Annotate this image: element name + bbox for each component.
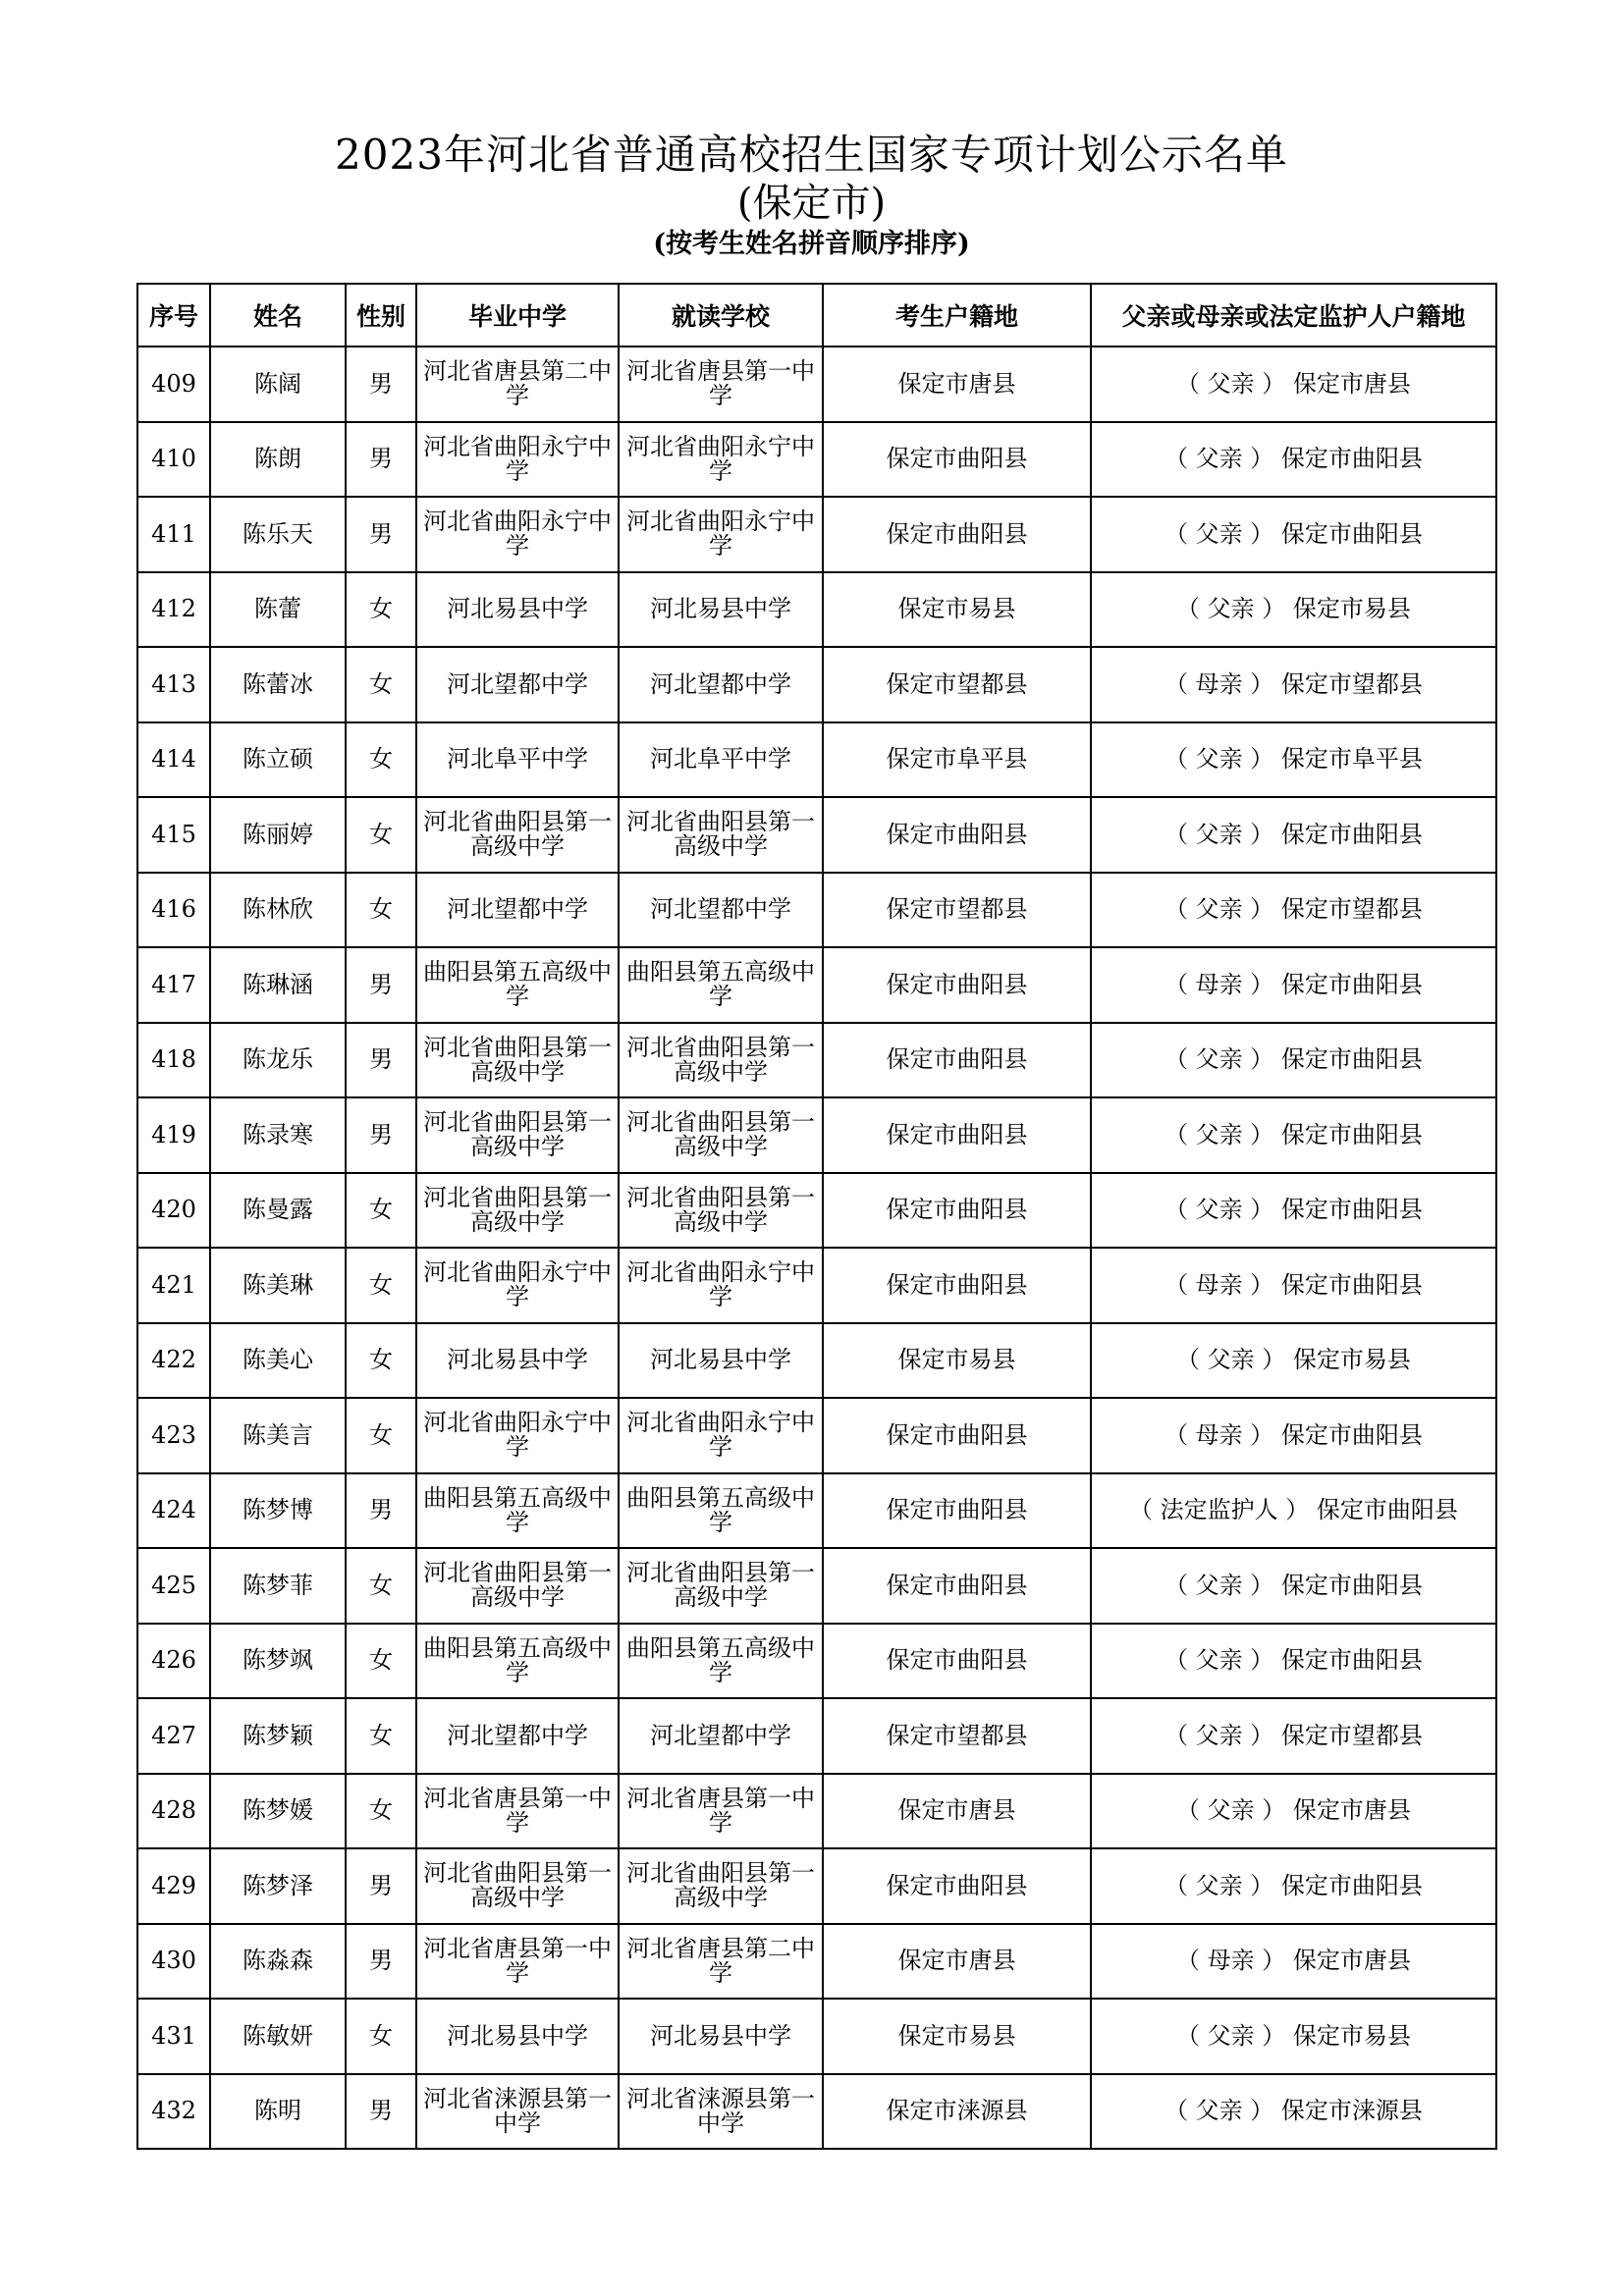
cell-guardian-household: （ 母亲 ） 保定市曲阳县 (1091, 1248, 1496, 1323)
cell-current-school: 河北省曲阳县第一高级中学 (619, 1173, 823, 1249)
cell-household: 保定市唐县 (823, 1924, 1091, 2000)
cell-name: 陈梦泽 (210, 1848, 346, 1924)
cell-guardian-household: （ 父亲 ） 保定市涞源县 (1091, 2074, 1496, 2150)
cell-grad-school: 河北省曲阳县第一高级中学 (416, 1097, 619, 1173)
cell-grad-school: 河北省曲阳永宁中学 (416, 422, 619, 498)
cell-no: 428 (137, 1774, 210, 1849)
cell-household: 保定市曲阳县 (823, 1097, 1091, 1173)
cell-guardian-household: （ 父亲 ） 保定市曲阳县 (1091, 1624, 1496, 1699)
cell-name: 陈阔 (210, 347, 346, 422)
cell-name: 陈录寒 (210, 1097, 346, 1173)
cell-gender: 女 (346, 1698, 416, 1774)
cell-no: 426 (137, 1624, 210, 1699)
cell-grad-school: 河北省曲阳县第一高级中学 (416, 1548, 619, 1624)
cell-current-school: 河北省曲阳县第一高级中学 (619, 1848, 823, 1924)
cell-household: 保定市曲阳县 (823, 1023, 1091, 1098)
cell-grad-school: 河北省涞源县第一中学 (416, 2074, 619, 2150)
cell-current-school: 河北阜平中学 (619, 722, 823, 798)
cell-grad-school: 曲阳县第五高级中学 (416, 947, 619, 1023)
cell-current-school: 河北省曲阳县第一高级中学 (619, 1097, 823, 1173)
cell-current-school: 曲阳县第五高级中学 (619, 947, 823, 1023)
cell-no: 429 (137, 1848, 210, 1924)
sort-note: (按考生姓名拼音顺序排序) (653, 229, 970, 259)
cell-no: 410 (137, 422, 210, 498)
cell-guardian-household: （ 父亲 ） 保定市曲阳县 (1091, 797, 1496, 873)
cell-current-school: 河北省唐县第一中学 (619, 347, 823, 422)
cell-current-school: 河北省曲阳县第一高级中学 (619, 1023, 823, 1098)
cell-no: 415 (137, 797, 210, 873)
cell-household: 保定市唐县 (823, 1774, 1091, 1849)
cell-household: 保定市曲阳县 (823, 497, 1091, 572)
table-row (137, 1473, 1496, 1549)
cell-household: 保定市阜平县 (823, 722, 1091, 798)
cell-gender: 女 (346, 1248, 416, 1323)
cell-household: 保定市曲阳县 (823, 797, 1091, 873)
table-row (137, 722, 1496, 798)
cell-name: 陈美言 (210, 1398, 346, 1473)
table-row (137, 2074, 1496, 2150)
cell-household: 保定市易县 (823, 1999, 1091, 2074)
cell-grad-school: 河北省唐县第二中学 (416, 347, 619, 422)
cell-guardian-household: （ 母亲 ） 保定市曲阳县 (1091, 1398, 1496, 1473)
cell-no: 431 (137, 1999, 210, 2074)
cell-gender: 女 (346, 1398, 416, 1473)
cell-grad-school: 河北易县中学 (416, 1323, 619, 1399)
cell-guardian-household: （ 父亲 ） 保定市阜平县 (1091, 722, 1496, 798)
cell-gender: 男 (346, 497, 416, 572)
cell-name: 陈蕾 (210, 572, 346, 648)
cell-grad-school: 河北望都中学 (416, 647, 619, 722)
cell-name: 陈琳涵 (210, 947, 346, 1023)
table-row (137, 1248, 1496, 1323)
cell-gender: 女 (346, 1999, 416, 2074)
cell-household: 保定市曲阳县 (823, 1248, 1091, 1323)
cell-name: 陈梦媛 (210, 1774, 346, 1849)
table-row (137, 1398, 1496, 1473)
cell-household: 保定市曲阳县 (823, 1548, 1091, 1624)
cell-guardian-household: （ 父亲 ） 保定市曲阳县 (1091, 1023, 1496, 1098)
cell-no: 409 (137, 347, 210, 422)
cell-gender: 男 (346, 1924, 416, 2000)
cell-gender: 男 (346, 947, 416, 1023)
cell-guardian-household: （ 父亲 ） 保定市望都县 (1091, 1698, 1496, 1774)
cell-current-school: 河北望都中学 (619, 873, 823, 948)
table-row (137, 497, 1496, 572)
cell-household: 保定市望都县 (823, 873, 1091, 948)
cell-gender: 女 (346, 1548, 416, 1624)
table-row (137, 1774, 1496, 1849)
cell-current-school: 河北望都中学 (619, 647, 823, 722)
cell-grad-school: 河北省曲阳县第一高级中学 (416, 1023, 619, 1098)
cell-current-school: 曲阳县第五高级中学 (619, 1624, 823, 1699)
cell-name: 陈龙乐 (210, 1023, 346, 1098)
cell-no: 421 (137, 1248, 210, 1323)
cell-guardian-household: （ 母亲 ） 保定市唐县 (1091, 1924, 1496, 2000)
cell-name: 陈曼露 (210, 1173, 346, 1249)
cell-grad-school: 河北省唐县第一中学 (416, 1774, 619, 1849)
cell-household: 保定市唐县 (823, 347, 1091, 422)
cell-gender: 男 (346, 2074, 416, 2150)
document-subtitle: (保定市) (736, 181, 887, 226)
cell-household: 保定市易县 (823, 572, 1091, 648)
cell-guardian-household: （ 父亲 ） 保定市曲阳县 (1091, 1548, 1496, 1624)
cell-current-school: 河北省曲阳永宁中学 (619, 1248, 823, 1323)
cell-name: 陈梦博 (210, 1473, 346, 1549)
cell-no: 413 (137, 647, 210, 722)
cell-no: 419 (137, 1097, 210, 1173)
cell-household: 保定市涞源县 (823, 2074, 1091, 2150)
cell-guardian-household: （ 父亲 ） 保定市望都县 (1091, 873, 1496, 948)
cell-grad-school: 河北省唐县第一中学 (416, 1924, 619, 2000)
table-row (137, 1624, 1496, 1699)
cell-guardian-household: （ 母亲 ） 保定市望都县 (1091, 647, 1496, 722)
cell-name: 陈林欣 (210, 873, 346, 948)
cell-household: 保定市曲阳县 (823, 422, 1091, 498)
cell-no: 416 (137, 873, 210, 948)
cell-name: 陈美琳 (210, 1248, 346, 1323)
cell-gender: 男 (346, 1848, 416, 1924)
cell-current-school: 河北省唐县第二中学 (619, 1924, 823, 2000)
cell-gender: 女 (346, 1624, 416, 1699)
cell-name: 陈朗 (210, 422, 346, 498)
cell-gender: 女 (346, 797, 416, 873)
cell-no: 418 (137, 1023, 210, 1098)
table-row (137, 572, 1496, 648)
cell-gender: 女 (346, 722, 416, 798)
cell-grad-school: 河北省曲阳县第一高级中学 (416, 1848, 619, 1924)
cell-no: 427 (137, 1698, 210, 1774)
cell-guardian-household: （ 父亲 ） 保定市曲阳县 (1091, 1173, 1496, 1249)
header-name: 姓名 (210, 284, 346, 347)
cell-gender: 男 (346, 1023, 416, 1098)
cell-name: 陈乐天 (210, 497, 346, 572)
cell-current-school: 河北易县中学 (619, 1999, 823, 2074)
cell-no: 423 (137, 1398, 210, 1473)
cell-gender: 女 (346, 873, 416, 948)
cell-grad-school: 曲阳县第五高级中学 (416, 1473, 619, 1549)
cell-guardian-household: （ 父亲 ） 保定市唐县 (1091, 1774, 1496, 1849)
cell-household: 保定市曲阳县 (823, 1624, 1091, 1699)
cell-current-school: 曲阳县第五高级中学 (619, 1473, 823, 1549)
cell-name: 陈美心 (210, 1323, 346, 1399)
cell-name: 陈梦菲 (210, 1548, 346, 1624)
cell-name: 陈明 (210, 2074, 346, 2150)
table-row (137, 1698, 1496, 1774)
cell-no: 417 (137, 947, 210, 1023)
cell-no: 420 (137, 1173, 210, 1249)
cell-current-school: 河北省曲阳县第一高级中学 (619, 1548, 823, 1624)
cell-household: 保定市曲阳县 (823, 1398, 1091, 1473)
header-gender: 性别 (346, 284, 416, 347)
table-row (137, 647, 1496, 722)
cell-current-school: 河北望都中学 (619, 1698, 823, 1774)
table-row (137, 873, 1496, 948)
header-current-school: 就读学校 (619, 284, 823, 347)
cell-guardian-household: （ 父亲 ） 保定市易县 (1091, 1323, 1496, 1399)
header-household: 考生户籍地 (823, 284, 1091, 347)
cell-gender: 女 (346, 1173, 416, 1249)
cell-gender: 女 (346, 572, 416, 648)
cell-no: 430 (137, 1924, 210, 2000)
cell-household: 保定市易县 (823, 1323, 1091, 1399)
cell-name: 陈丽婷 (210, 797, 346, 873)
cell-no: 412 (137, 572, 210, 648)
cell-guardian-household: （ 父亲 ） 保定市曲阳县 (1091, 1848, 1496, 1924)
cell-name: 陈敏妍 (210, 1999, 346, 2074)
cell-guardian-household: （ 父亲 ） 保定市曲阳县 (1091, 497, 1496, 572)
cell-current-school: 河北省唐县第一中学 (619, 1774, 823, 1849)
cell-grad-school: 河北望都中学 (416, 1698, 619, 1774)
table-row (137, 1924, 1496, 2000)
cell-no: 411 (137, 497, 210, 572)
header-grad-school: 毕业中学 (416, 284, 619, 347)
cell-no: 425 (137, 1548, 210, 1624)
document-title: 2023年河北省普通高校招生国家专项计划公示名单 (335, 131, 1288, 179)
cell-name: 陈梦飒 (210, 1624, 346, 1699)
cell-household: 保定市曲阳县 (823, 1173, 1091, 1249)
cell-name: 陈淼森 (210, 1924, 346, 2000)
cell-grad-school: 河北望都中学 (416, 873, 619, 948)
cell-grad-school: 河北易县中学 (416, 1999, 619, 2074)
cell-guardian-household: （ 父亲 ） 保定市唐县 (1091, 347, 1496, 422)
table-row (137, 1848, 1496, 1924)
cell-grad-school: 河北省曲阳县第一高级中学 (416, 1173, 619, 1249)
table-row (137, 797, 1496, 873)
cell-no: 424 (137, 1473, 210, 1549)
roster-table (136, 283, 1497, 2150)
cell-gender: 女 (346, 1774, 416, 1849)
cell-current-school: 河北省曲阳永宁中学 (619, 1398, 823, 1473)
cell-gender: 女 (346, 1323, 416, 1399)
table-row (137, 422, 1496, 498)
table-row (137, 1173, 1496, 1249)
cell-grad-school: 河北易县中学 (416, 572, 619, 648)
cell-guardian-household: （ 父亲 ） 保定市易县 (1091, 1999, 1496, 2074)
cell-grad-school: 河北省曲阳永宁中学 (416, 497, 619, 572)
cell-name: 陈梦颖 (210, 1698, 346, 1774)
cell-household: 保定市曲阳县 (823, 1473, 1091, 1549)
cell-household: 保定市曲阳县 (823, 1848, 1091, 1924)
cell-household: 保定市望都县 (823, 1698, 1091, 1774)
cell-guardian-household: （ 父亲 ） 保定市曲阳县 (1091, 422, 1496, 498)
cell-name: 陈立硕 (210, 722, 346, 798)
table-row (137, 1097, 1496, 1173)
cell-guardian-household: （ 父亲 ） 保定市易县 (1091, 572, 1496, 648)
cell-name: 陈蕾冰 (210, 647, 346, 722)
cell-gender: 男 (346, 1473, 416, 1549)
cell-current-school: 河北省曲阳县第一高级中学 (619, 797, 823, 873)
cell-gender: 女 (346, 647, 416, 722)
cell-current-school: 河北省涞源县第一中学 (619, 2074, 823, 2150)
cell-gender: 男 (346, 422, 416, 498)
cell-current-school: 河北易县中学 (619, 572, 823, 648)
table-body (137, 347, 1496, 2149)
table-row (137, 1023, 1496, 1098)
header-no: 序号 (137, 284, 210, 347)
cell-no: 414 (137, 722, 210, 798)
cell-gender: 男 (346, 347, 416, 422)
cell-household: 保定市望都县 (823, 647, 1091, 722)
cell-grad-school: 河北省曲阳县第一高级中学 (416, 797, 619, 873)
cell-guardian-household: （ 母亲 ） 保定市曲阳县 (1091, 947, 1496, 1023)
cell-guardian-household: （ 法定监护人 ） 保定市曲阳县 (1091, 1473, 1496, 1549)
cell-no: 432 (137, 2074, 210, 2150)
cell-current-school: 河北省曲阳永宁中学 (619, 497, 823, 572)
cell-guardian-household: （ 父亲 ） 保定市曲阳县 (1091, 1097, 1496, 1173)
cell-gender: 男 (346, 1097, 416, 1173)
cell-current-school: 河北省曲阳永宁中学 (619, 422, 823, 498)
cell-grad-school: 河北省曲阳永宁中学 (416, 1248, 619, 1323)
table-row (137, 1323, 1496, 1399)
table-row (137, 947, 1496, 1023)
header-guardian-household: 父亲或母亲或法定监护人户籍地 (1091, 284, 1496, 347)
cell-grad-school: 曲阳县第五高级中学 (416, 1624, 619, 1699)
cell-grad-school: 河北省曲阳永宁中学 (416, 1398, 619, 1473)
cell-no: 422 (137, 1323, 210, 1399)
table-row (137, 347, 1496, 422)
cell-current-school: 河北易县中学 (619, 1323, 823, 1399)
header-row (137, 284, 1496, 347)
cell-household: 保定市曲阳县 (823, 947, 1091, 1023)
table-row (137, 1999, 1496, 2074)
table-row (137, 1548, 1496, 1624)
cell-grad-school: 河北阜平中学 (416, 722, 619, 798)
